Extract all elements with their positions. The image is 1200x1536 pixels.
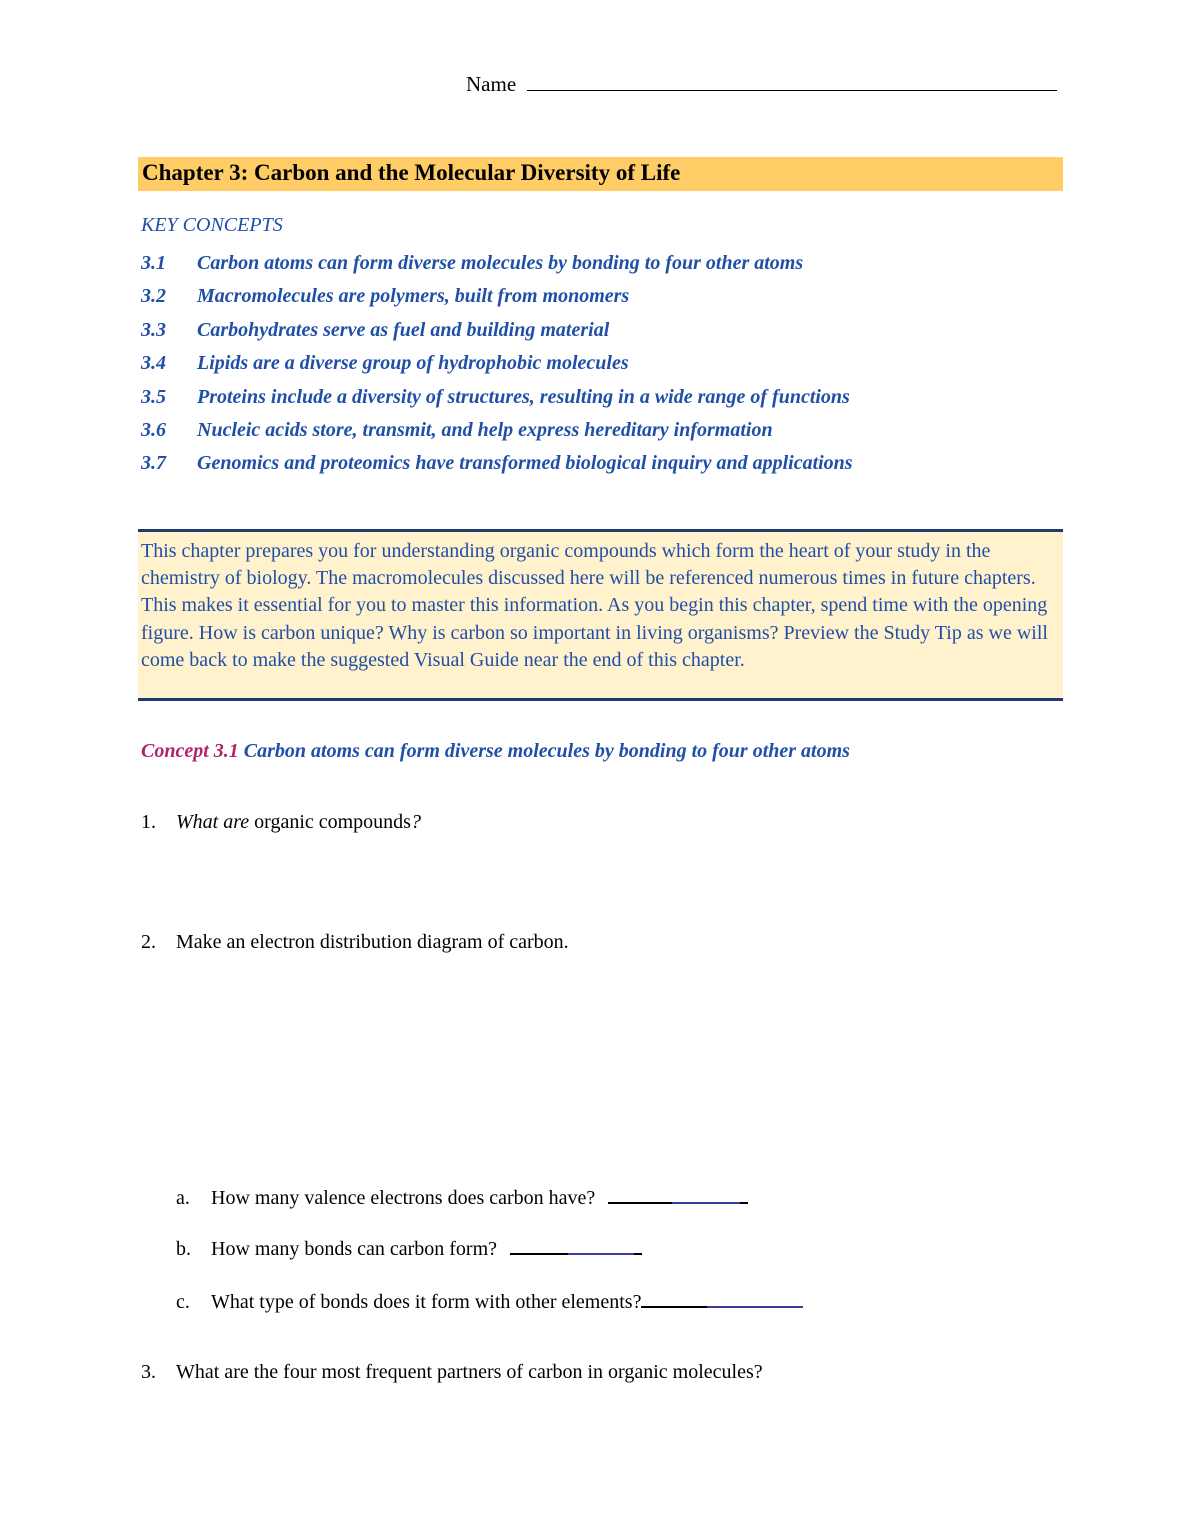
chapter-title-bar (138, 157, 1063, 191)
question-text: How many bonds can carbon form? (211, 1238, 498, 1260)
question-number: b. (176, 1238, 191, 1260)
concept-number: 3.5 (141, 385, 166, 408)
answer-underline (641, 1306, 707, 1308)
question-text: organic compounds (249, 811, 411, 833)
answer-blank[interactable] (641, 1290, 803, 1308)
concept-text: Proteins include a diversity of structures, resulting in a wide range of functions (197, 385, 850, 408)
answer-underline-blue (568, 1253, 634, 1255)
question-2a (176, 1186, 748, 1210)
question-2c (176, 1290, 803, 1314)
question-text: What are the four most frequent partners of carbon in organic molecules? (176, 1361, 763, 1383)
concept-3-1-heading (141, 740, 850, 763)
list-item (141, 352, 853, 385)
concept-text: Carbon atoms can form diverse molecules by bonding to four other atoms (197, 252, 804, 274)
question-number: a. (176, 1187, 190, 1209)
concept-number: 3.4 (141, 352, 166, 375)
concept-label: Concept 3.1 (141, 740, 239, 762)
list-item (141, 319, 853, 352)
concept-heading-text: Carbon atoms can form diverse molecules by bonding to four other atoms (243, 740, 850, 762)
name-field[interactable] (466, 72, 1057, 97)
concept-number: 3.3 (141, 318, 166, 341)
concept-text: Genomics and proteomics have transformed biological inquiry and applications (197, 452, 853, 475)
answer-underline-end (740, 1202, 748, 1204)
question-text: Make an electron distribution diagram of carbon. (176, 931, 569, 953)
question-1 (141, 811, 421, 834)
answer-underline-blue (707, 1306, 803, 1308)
answer-underline-end (634, 1253, 642, 1255)
answer-underline-blue (672, 1202, 740, 1204)
question-number: 3. (141, 1361, 156, 1383)
concept-number: 3.2 (141, 285, 166, 308)
question-2b (176, 1237, 642, 1261)
name-label: Name (466, 72, 517, 96)
answer-blank[interactable] (608, 1186, 748, 1204)
answer-underline (608, 1202, 672, 1204)
list-item (141, 386, 853, 419)
concept-number: 3.7 (141, 452, 166, 475)
question-2 (141, 931, 569, 954)
concept-text: Macromolecules are polymers, built from monomers (197, 285, 630, 308)
concept-text: Nucleic acids store, transmit, and help express hereditary information (197, 418, 773, 441)
question-end-mark: ? (410, 811, 421, 833)
intro-box (138, 529, 1063, 701)
concept-number: 3.6 (141, 418, 166, 441)
concept-text: Lipids are a diverse group of hydrophobic molecules (197, 352, 629, 375)
list-item (141, 452, 853, 485)
list-item (141, 285, 853, 318)
question-number: 2. (141, 931, 156, 953)
question-3 (141, 1361, 763, 1384)
list-item (141, 252, 853, 285)
question-number: c. (176, 1291, 190, 1313)
name-blank-line[interactable] (527, 72, 1057, 91)
answer-underline (510, 1253, 568, 1255)
intro-text: This chapter prepares you for understanding organic compounds which form the heart of your study in the chemistry of biology. The macromolecules discussed here will be referenced numerous times in future chapters. This makes it essential for you to master this information. As you begin this chapter, spend time with the opening figure. How is carbon unique? Why is carbon so important in living organisms? Preview the Study Tip as we will come back to make the suggested Visual Guide near the end of this chapter. (141, 540, 1048, 671)
question-text: How many valence electrons does carbon have? (211, 1187, 596, 1209)
question-text: What type of bonds does it form with other elements? (211, 1291, 642, 1313)
key-concepts-list (141, 252, 853, 486)
chapter-title: Chapter 3: Carbon and the Molecular Diversity of Life (142, 160, 681, 185)
concept-number: 3.1 (141, 252, 166, 274)
question-number: 1. (141, 811, 156, 833)
list-item (141, 419, 853, 452)
key-concepts-heading: KEY CONCEPTS (141, 214, 283, 236)
concept-text: Carbohydrates serve as fuel and building material (197, 318, 610, 341)
question-italic: What are (176, 811, 250, 833)
answer-blank[interactable] (510, 1237, 642, 1255)
